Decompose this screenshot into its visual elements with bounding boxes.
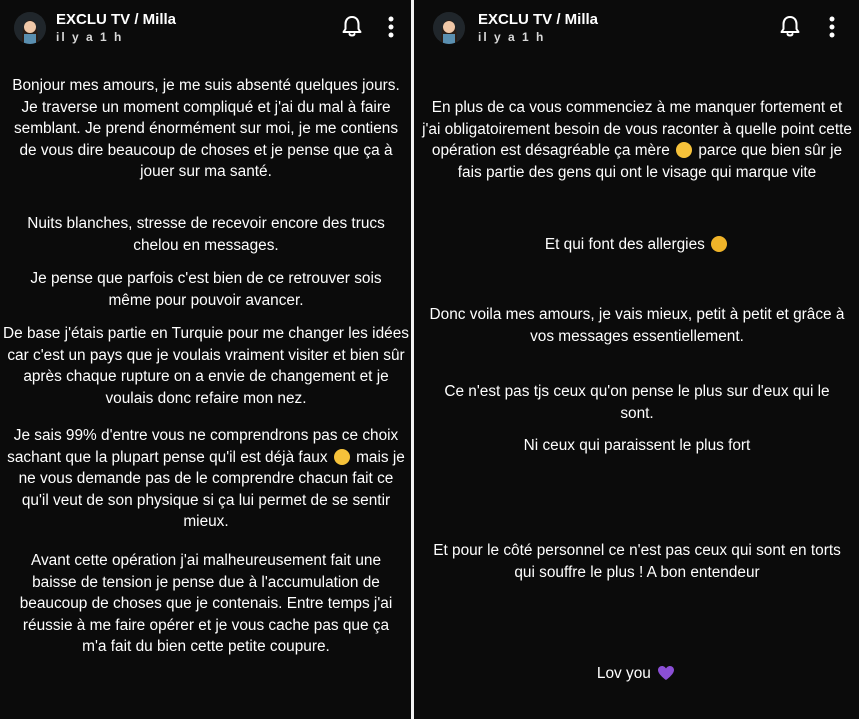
tired-face-icon [711, 236, 727, 252]
story-paragraph [422, 97, 852, 183]
story-paragraph [422, 663, 852, 685]
story-header [414, 8, 859, 52]
avatar[interactable] [14, 12, 46, 44]
story-text-span: En plus de ca vous commenciez à me manquer fortement et j'ai obligatoirement besoin de vous raconter à quelle point cette opération est désagréable ça mère [422, 99, 852, 159]
face-with-tears-of-joy-icon [334, 449, 350, 465]
avatar[interactable] [433, 12, 465, 44]
story-paragraph: De base j'étais partie en Turquie pour me changer les idées car c'est un pays que je voulais vraiment visiter et bien sûr après chaque rupture on a envie de changement et je voulais donc refaire mon nez. [3, 325, 409, 407]
story-time: il y a 1 h [478, 30, 546, 44]
story-paragraph: Bonjour mes amours, je me suis absenté quelques jours. Je traverse un moment compliqué et j'ai du mal à faire semblant. Je prend énormément sur moi, je me contiens de vous dire beaucoup de choses et je pense que ça à jouer sur ma santé. [12, 77, 400, 180]
story-text-span: Et qui font des allergies [544, 236, 705, 253]
story-paragraph: Nuits blanches, stresse de recevoir encore des trucs chelou en messages. [27, 215, 385, 254]
story-paragraph [4, 425, 408, 533]
more-vertical-icon[interactable] [387, 14, 395, 40]
story-text-span: mais je ne vous demande pas de le comprendre chacun fait ce qu'il veut de son physique si ça lui permet de se sentir mieux. [18, 448, 405, 530]
story-time: il y a 1 h [56, 30, 124, 44]
story-panel-right [414, 0, 859, 719]
purple-heart-icon [657, 665, 675, 681]
story-paragraph: Ce n'est pas tjs ceux qu'on pense le plus sur d'eux qui le sont. [444, 383, 830, 422]
story-paragraph: Je pense que parfois c'est bien de ce retrouver sois même pour pouvoir avancer. [30, 270, 382, 309]
story-panel-left [0, 0, 411, 719]
story-paragraph: Et pour le côté personnel ce n'est pas ceux qui sont en torts qui souffre le plus ! A bon entendeur [433, 542, 841, 581]
story-text-span: Lov you [596, 665, 651, 682]
story-text-span: Je sais 99% d'entre vous ne comprendrons pas ce choix sachant que la plupart pense qu'il est déjà faux [7, 427, 399, 466]
more-vertical-icon[interactable] [828, 14, 836, 40]
story-paragraph [422, 234, 852, 256]
bell-icon[interactable] [779, 14, 801, 38]
story-author[interactable]: EXCLU TV / Milla [56, 11, 177, 28]
face-with-tears-of-joy-icon [676, 142, 692, 158]
story-paragraph: Avant cette opération j'ai malheureusement fait une baisse de tension je pense due à l'accumulation de beaucoup de choses que je contenais. Entre temps j'ai réussie à me faire opérer et je vous cache pas que ça m'a fait du bien cette petite coupure. [19, 552, 393, 655]
story-header [0, 8, 411, 52]
story-paragraph: Donc voila mes amours, je vais mieux, petit à petit et grâce à vos messages essentiellement. [429, 306, 845, 345]
story-text-span: parce que bien sûr je fais partie des gens qui ont le visage qui marque vite [457, 142, 843, 181]
story-author[interactable]: EXCLU TV / Milla [478, 11, 599, 28]
bell-icon[interactable] [341, 14, 363, 38]
story-paragraph: Ni ceux qui paraissent le plus fort [523, 437, 751, 454]
